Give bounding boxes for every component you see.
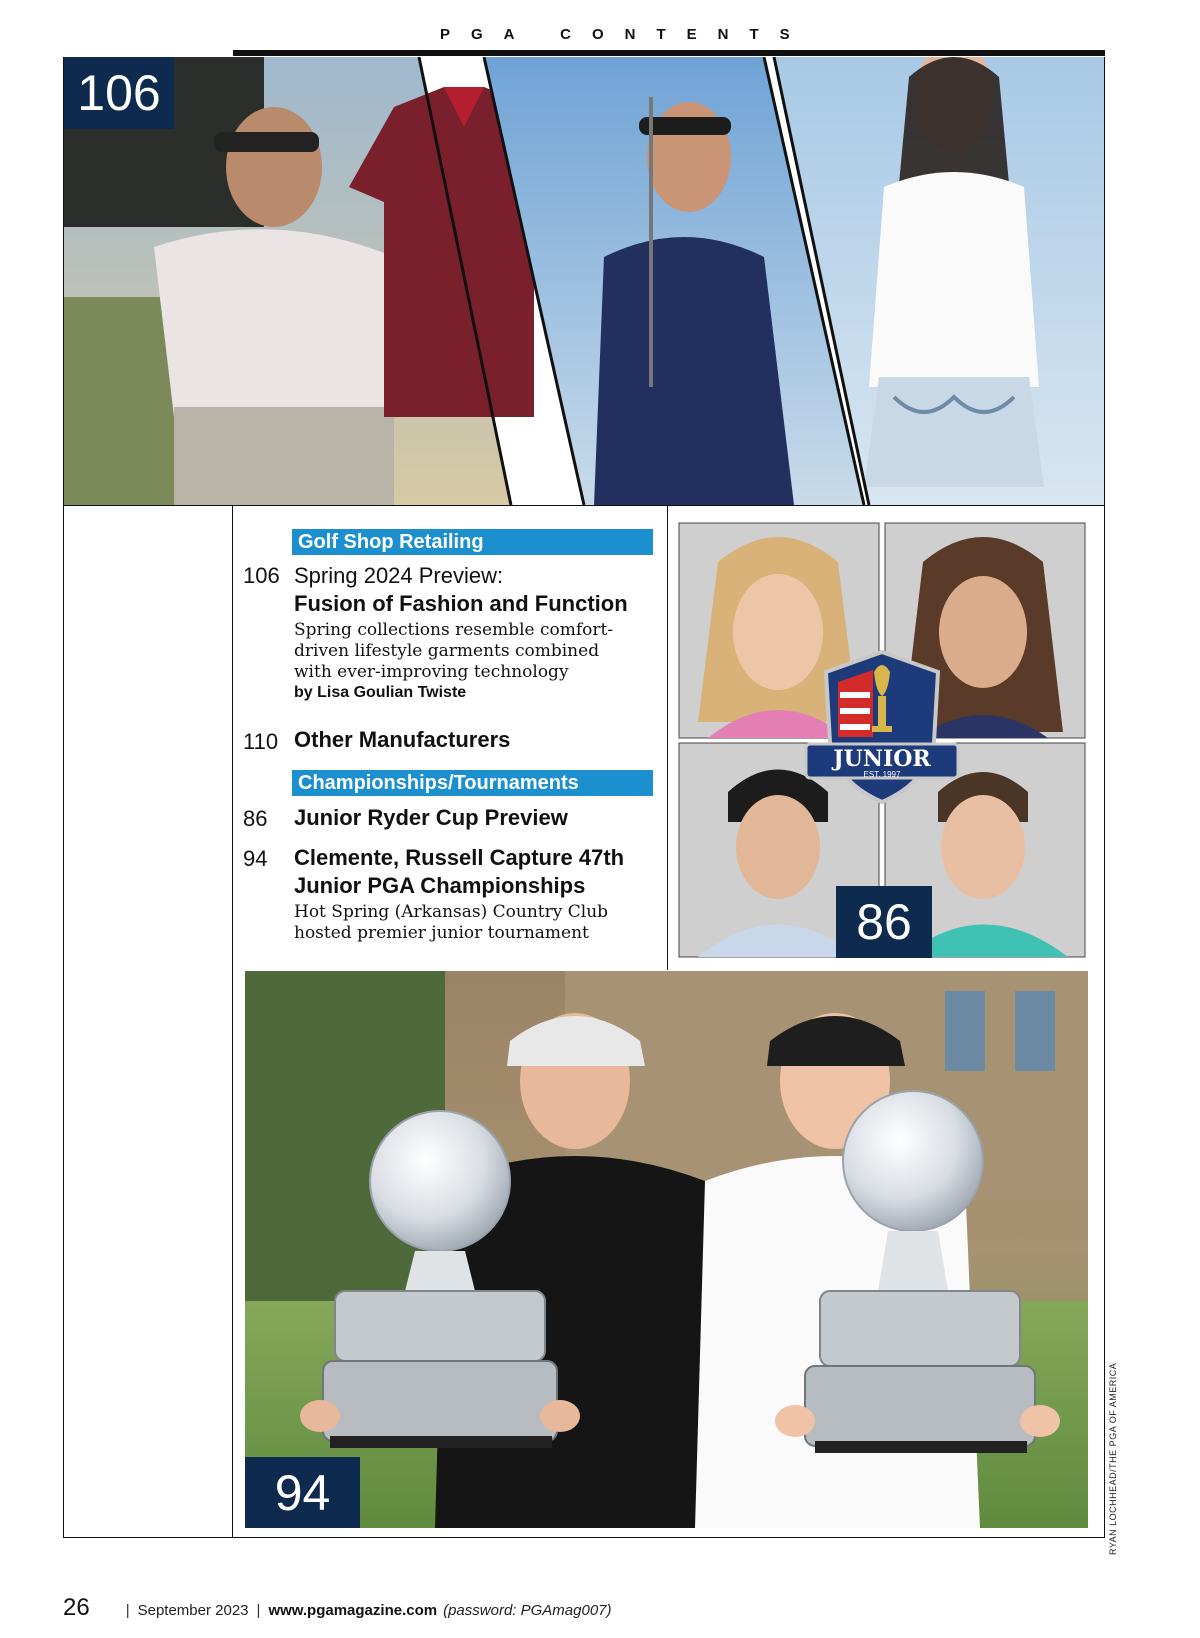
toc-entry-dek: Hot Spring (Arkansas) Country Club hosted premier junior tournament xyxy=(294,902,609,943)
section-championships-tournaments[interactable]: Championships/Tournaments xyxy=(292,770,653,796)
page-footer xyxy=(63,1594,612,1628)
toc-entry-dek: Spring collections resemble comfort-driven lifestyle garments combined with ever-improving technology xyxy=(294,620,614,682)
junior-logo-text: JUNIOR xyxy=(833,746,931,772)
photo-credit: RYAN LOCHHEAD/THE PGA OF AMERICA xyxy=(1108,1362,1118,1555)
footer-separator: | xyxy=(256,1602,261,1619)
frame-divider-line xyxy=(667,505,668,970)
toc-entry-byline: by Lisa Goulian Twiste xyxy=(294,684,467,701)
frame-right-line xyxy=(1104,57,1105,1537)
junior-logo-est: EST. 1997 xyxy=(863,770,901,779)
toc-entry-kicker: Spring 2024 Preview: xyxy=(294,563,504,588)
password-note: (password: PGAmag007) xyxy=(443,1602,612,1619)
toc-entry-title: Fusion of Fashion and Function xyxy=(294,591,628,616)
toc-entry-other-manufacturers[interactable]: Other Manufacturers xyxy=(294,727,511,752)
toc-entry-title: Clemente, Russell Capture 47th Junior PGA Championships xyxy=(294,845,625,898)
footer-separator: | xyxy=(125,1602,130,1619)
frame-mid-line xyxy=(63,505,1105,506)
website-link[interactable]: www.pgamagazine.com xyxy=(268,1602,438,1619)
issue-date: September 2023 xyxy=(137,1602,249,1619)
page-number: 26 xyxy=(63,1594,90,1621)
page-badge-86[interactable]: 86 xyxy=(836,886,932,958)
frame-inner-left-line xyxy=(232,505,233,1537)
section-header: PGA CONTENTS xyxy=(440,26,811,43)
toc-page-number: 110 xyxy=(243,729,279,754)
section-golf-shop-retailing[interactable]: Golf Shop Retailing xyxy=(292,529,653,555)
toc-entry-junior-ryder-cup[interactable]: Junior Ryder Cup Preview xyxy=(294,805,568,830)
junior-pga-champions-photo xyxy=(245,971,1088,1528)
fashion-collage-photo xyxy=(64,57,1104,505)
toc-page-number: 86 xyxy=(243,806,268,831)
page-badge-106[interactable]: 106 xyxy=(64,57,174,129)
header-rule xyxy=(233,50,1105,56)
toc-entry-spring-preview[interactable] xyxy=(294,562,664,702)
toc-page-number: 106 xyxy=(243,563,280,588)
toc-entry-junior-pga-championships[interactable] xyxy=(294,844,664,944)
frame-bottom-line xyxy=(63,1537,1105,1538)
toc-page-number: 94 xyxy=(243,846,268,871)
page-badge-94[interactable]: 94 xyxy=(245,1457,360,1528)
